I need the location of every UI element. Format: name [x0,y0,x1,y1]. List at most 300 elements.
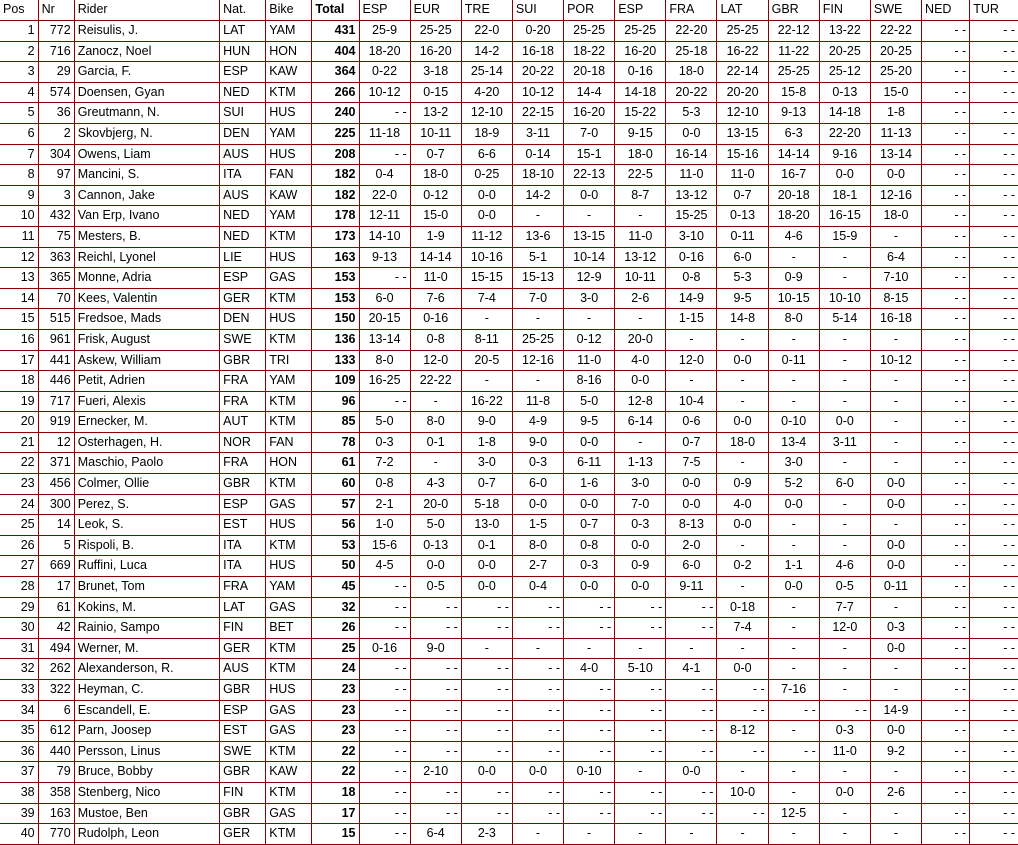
result-cell: - - [768,741,819,762]
result-cell: 7-5 [666,453,717,474]
pos-cell: 27 [0,556,38,577]
result-cell: 0-0 [870,494,921,515]
pos-cell: 25 [0,515,38,536]
result-cell: - [819,638,870,659]
result-cell: 8-0 [512,535,563,556]
total-cell: 60 [312,474,359,495]
bike-cell: HUS [266,103,312,124]
result-cell: 25-9 [359,21,410,42]
column-header-pos: Pos [0,0,38,21]
result-cell: - - [717,680,768,701]
result-cell: 6-0 [512,474,563,495]
result-cell: 16-18 [512,41,563,62]
table-row [0,741,1018,762]
total-cell: 23 [312,700,359,721]
result-cell: 14-9 [870,700,921,721]
result-cell: 4-20 [461,82,512,103]
result-cell: - [819,391,870,412]
result-cell: 2-6 [615,288,666,309]
result-cell: - - [359,144,410,165]
result-cell: 6-4 [410,824,461,845]
result-cell: 2-10 [410,762,461,783]
result-cell: 14-14 [768,144,819,165]
result-cell: - - [666,680,717,701]
result-cell: - - [970,700,1018,721]
result-cell: - - [564,721,615,742]
result-cell: 0-16 [666,247,717,268]
result-cell: - - [564,700,615,721]
result-cell: 14-10 [359,226,410,247]
result-cell: 7-4 [461,288,512,309]
table-row [0,82,1018,103]
result-cell: - - [970,371,1018,392]
bike-cell: FAN [266,165,312,186]
table-row [0,659,1018,680]
column-header-round-1: ESP [359,0,410,21]
result-cell: 10-12 [870,350,921,371]
result-cell: 4-6 [819,556,870,577]
bike-cell: KTM [266,288,312,309]
result-cell: 4-0 [615,350,666,371]
bike-cell: KAW [266,762,312,783]
nat-cell: EST [220,721,266,742]
result-cell: 25-14 [461,62,512,83]
table-row [0,371,1018,392]
result-cell: 3-18 [410,62,461,83]
result-cell: 16-25 [359,371,410,392]
result-cell: 18-1 [819,185,870,206]
result-cell: 13-15 [564,226,615,247]
result-cell: 22-20 [666,21,717,42]
table-row [0,432,1018,453]
result-cell: - [666,329,717,350]
nat-cell: AUS [220,659,266,680]
bike-cell: GAS [266,597,312,618]
result-cell: 0-16 [359,638,410,659]
result-cell: 25-18 [666,41,717,62]
result-cell: - [768,659,819,680]
pos-cell: 14 [0,288,38,309]
result-cell: - - [970,391,1018,412]
result-cell: 0-0 [870,721,921,742]
pos-cell: 5 [0,103,38,124]
result-cell: 0-0 [819,412,870,433]
result-cell: - - [922,824,970,845]
result-cell: 15-9 [819,226,870,247]
bike-cell: KTM [266,474,312,495]
bike-cell: GAS [266,803,312,824]
result-cell: 0-11 [717,226,768,247]
result-cell: - - [615,741,666,762]
result-cell: 11-18 [359,123,410,144]
result-cell: 0-0 [870,474,921,495]
rider-cell: Maschio, Paolo [74,453,219,474]
result-cell: - - [970,680,1018,701]
result-cell: - - [922,247,970,268]
result-cell: - [819,247,870,268]
result-cell: 8-0 [359,350,410,371]
result-cell: 11-0 [819,741,870,762]
nat-cell: AUS [220,144,266,165]
result-cell: - [870,824,921,845]
nat-cell: LAT [220,597,266,618]
nr-cell: 371 [38,453,74,474]
result-cell: - - [922,288,970,309]
result-cell: - - [970,41,1018,62]
result-cell: 11-13 [870,123,921,144]
total-cell: 32 [312,597,359,618]
result-cell: - [819,371,870,392]
rider-cell: Garcia, F. [74,62,219,83]
nat-cell: NED [220,226,266,247]
total-cell: 96 [312,391,359,412]
result-cell: 22-12 [768,21,819,42]
result-cell: - [768,329,819,350]
result-cell: - [461,309,512,330]
result-cell: - - [922,185,970,206]
result-cell: - - [970,268,1018,289]
result-cell: - - [970,123,1018,144]
result-cell: 10-15 [768,288,819,309]
nr-cell: 515 [38,309,74,330]
result-cell: - - [922,515,970,536]
result-cell: 12-5 [768,803,819,824]
result-cell: - - [359,680,410,701]
result-cell: 6-0 [359,288,410,309]
result-cell: 15-6 [359,535,410,556]
result-cell: - - [359,577,410,598]
result-cell: - - [970,165,1018,186]
result-cell: 22-22 [410,371,461,392]
nr-cell: 612 [38,721,74,742]
pos-cell: 21 [0,432,38,453]
nr-cell: 770 [38,824,74,845]
result-cell: - [768,638,819,659]
result-cell: 16-20 [615,41,666,62]
result-cell: 0-3 [359,432,410,453]
result-cell: - - [922,577,970,598]
result-cell: - [512,638,563,659]
result-cell: - - [666,741,717,762]
result-cell: - [819,762,870,783]
result-cell: 0-4 [512,577,563,598]
result-cell: - - [922,123,970,144]
total-cell: 78 [312,432,359,453]
rider-cell: Escandell, E. [74,700,219,721]
result-cell: - - [922,638,970,659]
nr-cell: 716 [38,41,74,62]
result-cell: - - [970,577,1018,598]
result-cell: - - [922,103,970,124]
rider-cell: Persson, Linus [74,741,219,762]
bike-cell: KTM [266,535,312,556]
result-cell: - - [615,597,666,618]
pos-cell: 35 [0,721,38,742]
result-cell: - - [922,329,970,350]
result-cell: - - [922,268,970,289]
rider-cell: Mustoe, Ben [74,803,219,824]
rider-cell: Rainio, Sampo [74,618,219,639]
result-cell: 8-0 [410,412,461,433]
result-cell: 22-15 [512,103,563,124]
result-cell: - - [970,185,1018,206]
result-cell: 4-3 [410,474,461,495]
result-cell: - - [922,226,970,247]
table-row [0,474,1018,495]
result-cell: 0-0 [461,577,512,598]
result-cell: - [819,680,870,701]
result-cell: 13-12 [615,247,666,268]
nat-cell: GER [220,288,266,309]
nat-cell: GBR [220,762,266,783]
result-cell: 1-1 [768,556,819,577]
result-cell: - - [717,700,768,721]
result-cell: - [461,638,512,659]
bike-cell: YAM [266,21,312,42]
result-cell: 14-18 [819,103,870,124]
nat-cell: SUI [220,103,266,124]
result-cell: 18-0 [666,62,717,83]
result-cell: - - [970,618,1018,639]
total-cell: 45 [312,577,359,598]
total-cell: 153 [312,268,359,289]
rider-cell: Leok, S. [74,515,219,536]
pos-cell: 8 [0,165,38,186]
column-header-bike: Bike [266,0,312,21]
result-cell: 20-5 [461,350,512,371]
result-cell: 10-16 [461,247,512,268]
result-cell: - [512,371,563,392]
total-cell: 61 [312,453,359,474]
result-cell: 5-14 [819,309,870,330]
table-row [0,185,1018,206]
result-cell: 5-3 [666,103,717,124]
result-cell: 9-2 [870,741,921,762]
result-cell: 5-1 [512,247,563,268]
nat-cell: GER [220,638,266,659]
total-cell: 150 [312,309,359,330]
pos-cell: 3 [0,62,38,83]
result-cell: 3-11 [512,123,563,144]
result-cell: - [870,597,921,618]
result-cell: - [870,391,921,412]
result-cell: 18-9 [461,123,512,144]
result-cell: 0-1 [461,535,512,556]
nr-cell: 919 [38,412,74,433]
result-cell: 5-0 [410,515,461,536]
result-cell: 11-8 [512,391,563,412]
rider-cell: Ernecker, M. [74,412,219,433]
result-cell: - - [922,762,970,783]
pos-cell: 10 [0,206,38,227]
result-cell: 0-5 [819,577,870,598]
result-cell: 9-11 [666,577,717,598]
result-cell: - - [359,782,410,803]
rider-cell: Parn, Joosep [74,721,219,742]
result-cell: 15-25 [666,206,717,227]
table-row [0,144,1018,165]
nat-cell: FIN [220,618,266,639]
result-cell: 8-15 [870,288,921,309]
pos-cell: 1 [0,21,38,42]
table-row [0,700,1018,721]
pos-cell: 26 [0,535,38,556]
bike-cell: YAM [266,577,312,598]
result-cell: 12-16 [512,350,563,371]
result-cell: - - [922,680,970,701]
total-cell: 26 [312,618,359,639]
result-cell: - [870,329,921,350]
nat-cell: LAT [220,21,266,42]
result-cell: - [717,371,768,392]
result-cell: 0-3 [615,515,666,536]
result-cell: 16-22 [717,41,768,62]
result-cell: 6-4 [870,247,921,268]
result-cell: - - [970,494,1018,515]
nat-cell: ESP [220,62,266,83]
nat-cell: GBR [220,474,266,495]
result-cell: - - [922,82,970,103]
total-cell: 109 [312,371,359,392]
result-cell: 16-15 [819,206,870,227]
result-cell: - - [970,782,1018,803]
result-cell: - - [410,782,461,803]
result-cell: - [717,329,768,350]
result-cell: - [564,309,615,330]
result-cell: 15-0 [870,82,921,103]
nat-cell: GBR [220,803,266,824]
result-cell: 10-12 [359,82,410,103]
result-cell: - [819,515,870,536]
result-cell: - - [359,103,410,124]
result-cell: 0-0 [717,412,768,433]
result-cell: - [870,762,921,783]
result-cell: 10-11 [410,123,461,144]
result-cell: - [717,391,768,412]
result-cell: 20-0 [410,494,461,515]
pos-cell: 12 [0,247,38,268]
result-cell: 0-9 [717,474,768,495]
pos-cell: 16 [0,329,38,350]
pos-cell: 30 [0,618,38,639]
result-cell: - - [512,782,563,803]
table-row [0,577,1018,598]
result-cell: - [819,453,870,474]
result-cell: - - [970,803,1018,824]
column-header-round-9: GBR [768,0,819,21]
result-cell: - - [922,741,970,762]
result-cell: 22-13 [564,165,615,186]
result-cell: 4-6 [768,226,819,247]
result-cell: - - [564,803,615,824]
result-cell: 7-4 [717,618,768,639]
result-cell: - - [512,680,563,701]
bike-cell: GAS [266,494,312,515]
result-cell: - - [970,206,1018,227]
result-cell: 25-25 [410,21,461,42]
result-cell: 0-15 [410,82,461,103]
total-cell: 266 [312,82,359,103]
total-cell: 23 [312,721,359,742]
bike-cell: BET [266,618,312,639]
rider-cell: Zanocz, Noel [74,41,219,62]
result-cell: - [615,638,666,659]
result-cell: - - [461,597,512,618]
result-cell: 14-8 [717,309,768,330]
result-cell: 0-3 [564,556,615,577]
rider-cell: Kokins, M. [74,597,219,618]
result-cell: - [564,638,615,659]
result-cell: 4-1 [666,659,717,680]
result-cell: - - [922,391,970,412]
bike-cell: KTM [266,329,312,350]
nat-cell: EST [220,515,266,536]
result-cell: 20-25 [819,41,870,62]
nat-cell: FIN [220,782,266,803]
nat-cell: FRA [220,371,266,392]
result-cell: 5-0 [359,412,410,433]
table-row [0,268,1018,289]
table-row [0,123,1018,144]
result-cell: 0-10 [768,412,819,433]
pos-cell: 34 [0,700,38,721]
result-cell: - - [666,700,717,721]
result-cell: 15-22 [615,103,666,124]
result-cell: 11-0 [666,165,717,186]
result-cell: 0-25 [461,165,512,186]
result-cell: 0-18 [717,597,768,618]
result-cell: - - [970,62,1018,83]
result-cell: - [410,453,461,474]
column-header-round-10: FIN [819,0,870,21]
result-cell: 20-0 [615,329,666,350]
result-cell: 0-0 [666,762,717,783]
table-body [0,21,1018,845]
column-header-rider: Rider [74,0,219,21]
result-cell: 0-0 [870,638,921,659]
result-cell: - [870,659,921,680]
result-cell: 20-25 [870,41,921,62]
table-row [0,782,1018,803]
total-cell: 404 [312,41,359,62]
result-cell: 0-0 [768,577,819,598]
bike-cell: HUS [266,680,312,701]
result-cell: 25-25 [512,329,563,350]
result-cell: - [819,535,870,556]
total-cell: 208 [312,144,359,165]
result-cell: 10-11 [615,268,666,289]
nr-cell: 446 [38,371,74,392]
result-cell: 1-13 [615,453,666,474]
result-cell: 25-25 [564,21,615,42]
pos-cell: 6 [0,123,38,144]
result-cell: 1-5 [512,515,563,536]
result-cell: 0-0 [564,432,615,453]
nr-cell: 432 [38,206,74,227]
result-cell: 0-0 [564,185,615,206]
result-cell: 18-0 [870,206,921,227]
pos-cell: 2 [0,41,38,62]
result-cell: - [666,638,717,659]
total-cell: 225 [312,123,359,144]
total-cell: 133 [312,350,359,371]
nr-cell: 2 [38,123,74,144]
nr-cell: 5 [38,535,74,556]
pos-cell: 19 [0,391,38,412]
result-cell: 18-20 [359,41,410,62]
nr-cell: 494 [38,638,74,659]
table-row [0,391,1018,412]
